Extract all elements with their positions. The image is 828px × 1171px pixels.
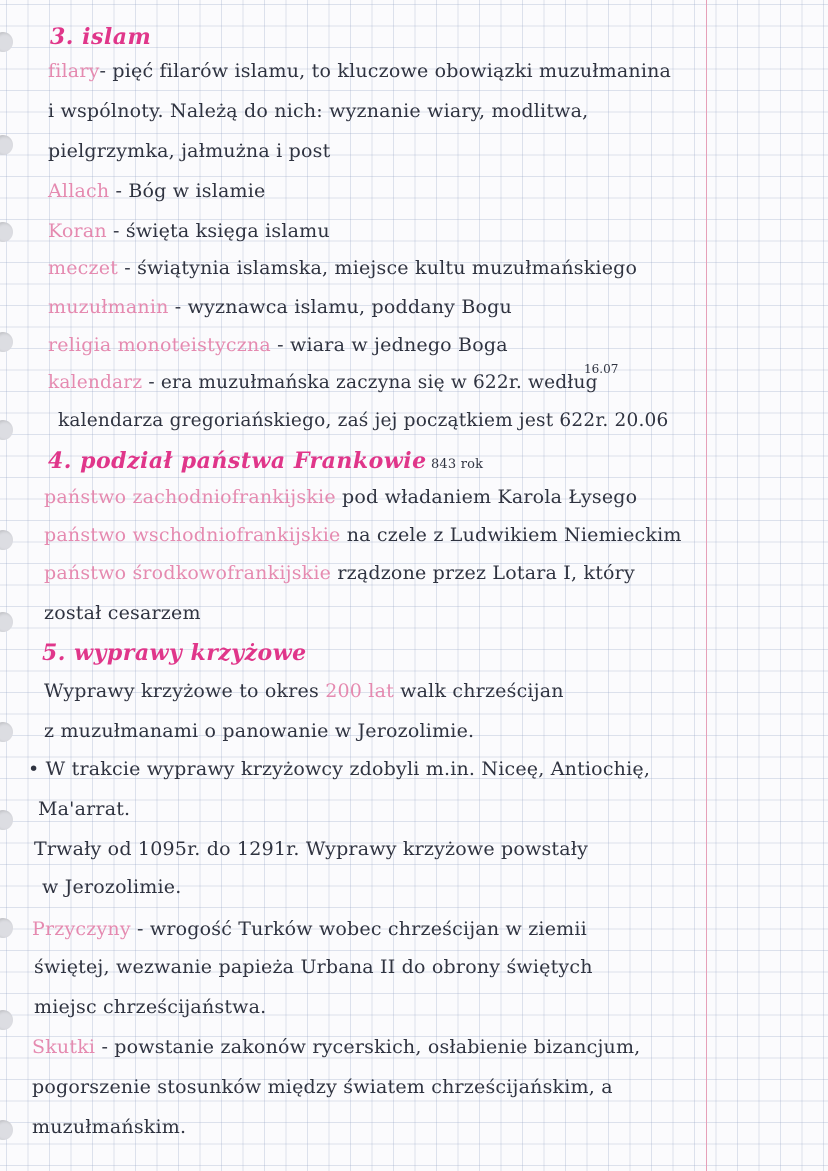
note-text: • W trakcie wyprawy krzyżowcy zdobyli m.in. Niceę, Antiochię, bbox=[28, 758, 651, 780]
note-text: - powstanie zakonów rycerskich, osłabienie bizancjum, bbox=[95, 1036, 641, 1058]
note-line bbox=[48, 372, 598, 393]
date-annotation: 16.07 bbox=[584, 362, 619, 376]
note-line bbox=[48, 140, 330, 162]
note-text: Ma'arrat. bbox=[38, 798, 131, 820]
note-text: walk chrześcijan bbox=[393, 680, 564, 702]
side-note: 843 rok bbox=[426, 457, 484, 472]
note-text: rządzone przez Lotara I, który bbox=[331, 562, 635, 584]
section-heading: 5. wyprawy krzyżowe bbox=[42, 640, 307, 666]
note-line bbox=[44, 720, 474, 742]
note-line bbox=[48, 334, 508, 356]
note-line bbox=[42, 640, 307, 666]
key-term: państwo zachodniofrankijskie bbox=[44, 486, 336, 508]
note-line bbox=[32, 1036, 640, 1058]
section-heading: 4. podział państwa Frankowie bbox=[48, 448, 427, 474]
note-text: - świątynia islamska, miejsce kultu muzułmańskiego bbox=[118, 257, 638, 279]
key-term: meczet bbox=[48, 257, 118, 279]
note-line bbox=[32, 918, 587, 940]
key-term: Przyczyny bbox=[32, 918, 131, 940]
note-line bbox=[48, 448, 483, 474]
key-term: muzułmanin bbox=[48, 296, 169, 318]
note-text: - wrogość Turków wobec chrześcijan w ziemii bbox=[130, 918, 587, 940]
note-text: pod władaniem Karola Łysego bbox=[335, 486, 638, 508]
note-line bbox=[48, 60, 671, 82]
note-text: muzułmańskim. bbox=[32, 1116, 187, 1138]
note-line bbox=[48, 220, 330, 242]
key-term: Allach bbox=[48, 180, 110, 202]
note-text: i wspólnoty. Należą do nich: wyznanie wiary, modlitwa, bbox=[48, 100, 589, 122]
note-line bbox=[44, 562, 635, 584]
note-line bbox=[32, 1116, 186, 1138]
key-term: 200 lat bbox=[325, 680, 394, 702]
note-line bbox=[34, 956, 593, 978]
note-text: Wyprawy krzyżowe to okres bbox=[44, 680, 326, 702]
note-text: miejsc chrześcijaństwa. bbox=[34, 996, 267, 1018]
note-line bbox=[28, 758, 650, 780]
key-term: państwo środkowofrankijskie bbox=[44, 562, 332, 584]
note-text: w Jerozolimie. bbox=[42, 876, 182, 898]
note-line bbox=[48, 257, 637, 279]
note-text: na czele z Ludwikiem Niemieckim bbox=[340, 524, 682, 546]
note-text: Trwały od 1095r. do 1291r. Wyprawy krzyżowe powstały bbox=[34, 838, 589, 860]
key-term: państwo wschodniofrankijskie bbox=[44, 524, 341, 546]
note-text: pielgrzymka, jałmużna i post bbox=[48, 140, 331, 162]
note-line bbox=[32, 1076, 613, 1098]
note-line bbox=[44, 524, 682, 546]
note-line bbox=[44, 602, 201, 624]
note-text: został cesarzem bbox=[44, 602, 201, 624]
note-text: - wiara w jednego Boga bbox=[270, 334, 508, 356]
note-text: - era muzułmańska zaczyna się w 622r. według bbox=[142, 372, 598, 393]
key-term: kalendarz bbox=[48, 372, 143, 393]
note-text: świętej, wezwanie papieża Urbana II do obrony świętych bbox=[34, 956, 593, 978]
key-term: filary bbox=[48, 60, 100, 82]
note-line bbox=[42, 876, 181, 898]
key-term: Koran bbox=[48, 220, 107, 242]
note-line bbox=[34, 996, 266, 1018]
note-line bbox=[34, 838, 588, 860]
key-term: religia monoteistyczna bbox=[48, 334, 271, 356]
note-text: pogorszenie stosunków między światem chrześcijańskim, a bbox=[32, 1076, 613, 1098]
note-text: - pięć filarów islamu, to kluczowe obowiązki muzułmanina bbox=[99, 60, 672, 82]
note-line bbox=[44, 680, 564, 702]
section-heading: 3. islam bbox=[50, 24, 152, 50]
note-text: z muzułmanami o panowanie w Jerozolimie. bbox=[44, 720, 475, 742]
note-text: - wyznawca islamu, poddany Bogu bbox=[168, 296, 512, 318]
note-line bbox=[44, 486, 637, 508]
note-line bbox=[48, 296, 512, 318]
note-line bbox=[38, 798, 130, 820]
note-line bbox=[50, 24, 151, 50]
key-term: Skutki bbox=[32, 1036, 96, 1058]
note-line bbox=[48, 100, 588, 122]
note-text: - Bóg w islamie bbox=[109, 180, 266, 202]
note-line bbox=[48, 180, 265, 202]
note-text: kalendarza gregoriańskiego, zaś jej początkiem jest 622r. 20.06 bbox=[58, 410, 669, 431]
note-text: - święta księga islamu bbox=[106, 220, 330, 242]
note-line bbox=[58, 410, 668, 431]
